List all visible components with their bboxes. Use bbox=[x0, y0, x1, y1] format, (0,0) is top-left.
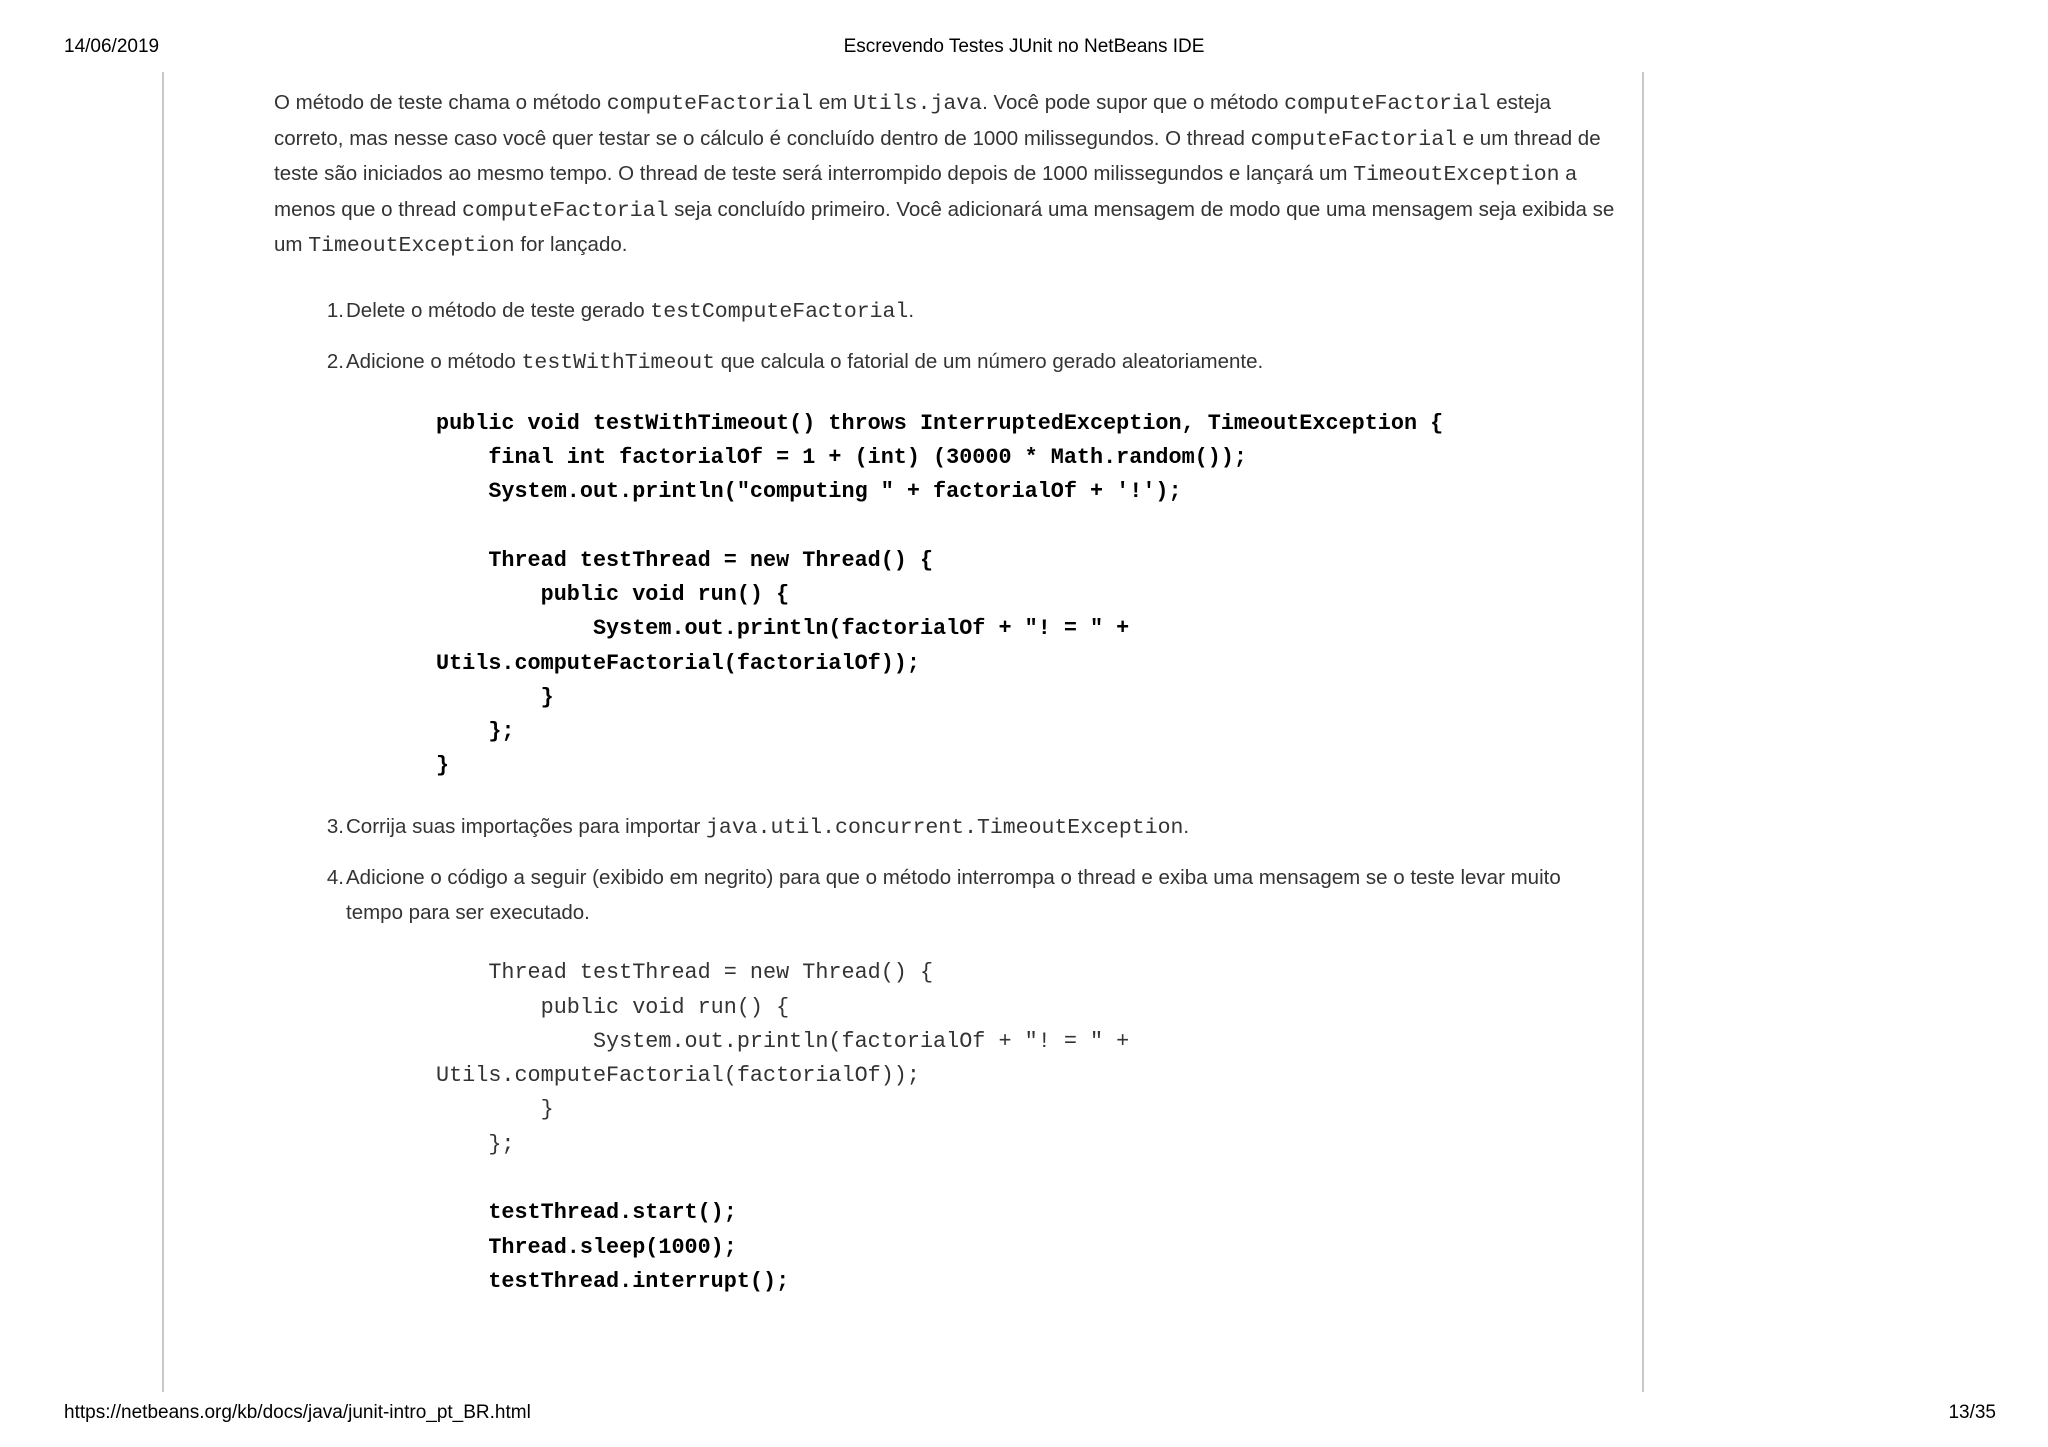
footer-page-number: 13/35 bbox=[1948, 1402, 1996, 1423]
code-block-interrupt bbox=[346, 956, 1616, 1299]
intro-text: for lançado. bbox=[514, 233, 628, 256]
inline-code: Utils.java bbox=[853, 92, 983, 116]
inline-code: computeFactorial bbox=[1284, 92, 1491, 116]
intro-text: a menos que o thread bbox=[274, 162, 1577, 221]
inline-code: testWithTimeout bbox=[521, 351, 716, 375]
step-text: que calcula o fatorial de um número gerado aleatoriamente. bbox=[715, 350, 1264, 373]
right-border-rule bbox=[1642, 72, 1644, 1392]
code-plain-section: Thread testThread = new Thread() { public void run() { System.out.println(factorialOf + "! = " + Utils.computeFactorial(factorialOf)); } }; bbox=[436, 960, 1130, 1157]
intro-text: esteja correto, mas nesse caso você quer testar se o cálculo é concluído dentro de 1000 milissegundos. O thread bbox=[274, 91, 1551, 150]
list-number: 4. bbox=[326, 866, 344, 890]
inline-code: TimeoutException bbox=[308, 234, 515, 258]
list-item bbox=[326, 345, 1616, 784]
header-title: Escrevendo Testes JUnit no NetBeans IDE bbox=[843, 36, 1205, 57]
inline-code: testComputeFactorial bbox=[650, 299, 909, 324]
list-number: 3. bbox=[326, 814, 344, 838]
list-item bbox=[326, 861, 1616, 1299]
inline-code: TimeoutException bbox=[1353, 163, 1560, 187]
intro-text: em bbox=[813, 91, 854, 114]
intro-text: e um thread de teste são iniciados ao mesmo tempo. O thread de teste será interrompido depois de 1000 milissegundos e lançará um bbox=[274, 126, 1601, 185]
step-text: Adicione o código a seguir (exibido em negrito) para que o método interrompa o thread e exiba uma mensagem se o teste levar muito tempo para ser executado. bbox=[346, 866, 1561, 924]
list-item bbox=[326, 810, 1616, 846]
step-text: Delete o método de teste gerado bbox=[346, 298, 651, 322]
list-number: 1. bbox=[326, 298, 344, 322]
step-text: . bbox=[1183, 814, 1190, 838]
step-text: Corrija suas importações para importar bbox=[346, 814, 707, 838]
step-text: . bbox=[908, 298, 915, 322]
document-content bbox=[274, 86, 1616, 1325]
code-bold-section: testThread.start(); Thread.sleep(1000); testThread.interrupt(); bbox=[488, 1200, 790, 1294]
intro-text: seja concluído primeiro. Você adicionará uma mensagem de modo que uma mensagem seja exibida se um bbox=[274, 197, 1615, 256]
list-number: 2. bbox=[326, 350, 344, 373]
intro-text: O método de teste chama o método bbox=[274, 91, 607, 114]
intro-text: . Você pode supor que o método bbox=[982, 91, 1285, 114]
intro-paragraph bbox=[274, 86, 1616, 264]
inline-code: java.util.concurrent.TimeoutException bbox=[706, 815, 1184, 840]
inline-code: computeFactorial bbox=[606, 92, 814, 116]
code-block-test-with-timeout: public void testWithTimeout() throws InterruptedException, TimeoutException { final int factorialOf = 1 + (int) (30000 * Math.random()); System.out.println("computing " + factorialOf + '!'); Thread testThread = new Thread() { public void run() { System.out.println(factorialOf + "! = " + Utils.computeFactorial(factorialOf)); } }; } bbox=[436, 410, 1444, 779]
step-text: Adicione o método bbox=[346, 350, 522, 373]
header-date: 14/06/2019 bbox=[64, 36, 160, 57]
inline-code: computeFactorial bbox=[1250, 127, 1458, 152]
inline-code: computeFactorial bbox=[462, 198, 669, 223]
list-item bbox=[326, 294, 1616, 330]
footer-url: https://netbeans.org/kb/docs/java/junit-intro_pt_BR.html bbox=[64, 1402, 531, 1423]
left-border-rule bbox=[162, 72, 164, 1392]
steps-list bbox=[274, 294, 1616, 1300]
